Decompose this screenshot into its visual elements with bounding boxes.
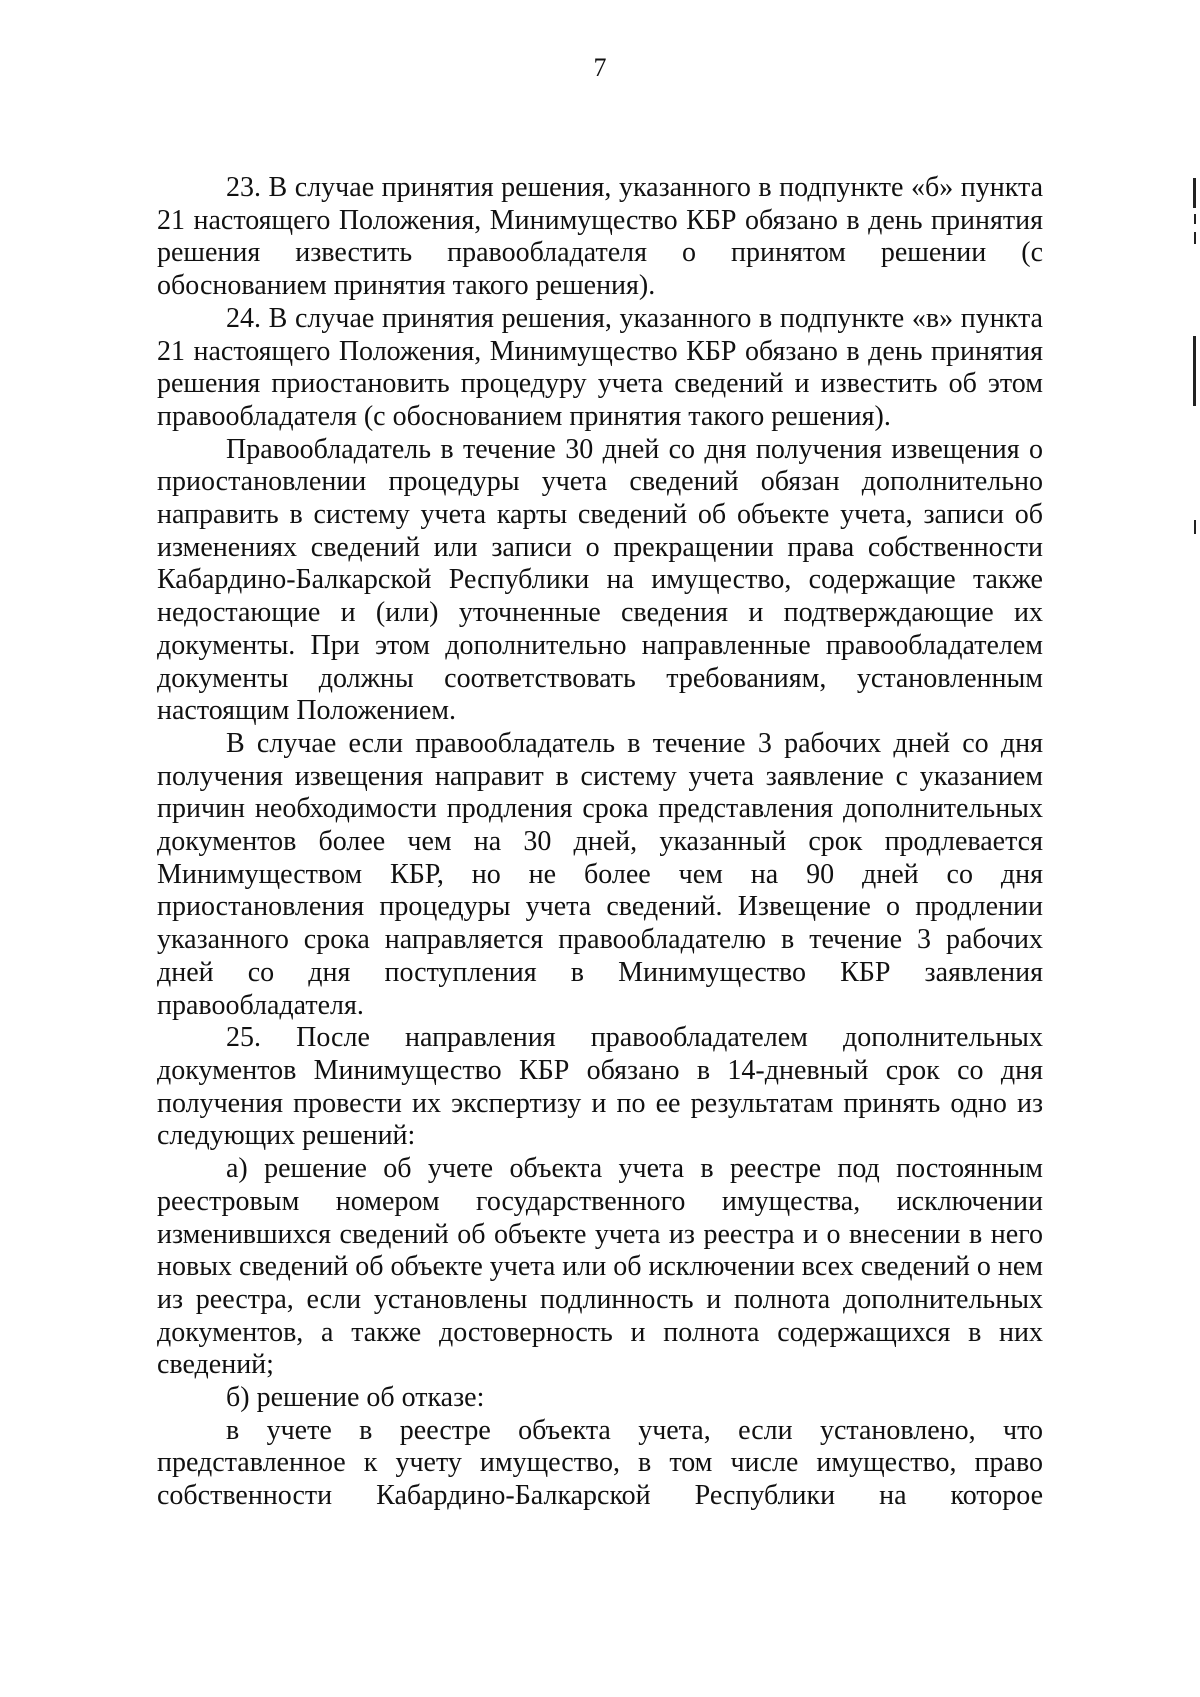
page-number: 7 (593, 53, 607, 82)
paragraph-25-item-b: б) решение об отказе: (226, 1382, 485, 1414)
scan-edge-mark (1194, 232, 1196, 244)
paragraph-24-suspension: Правообладатель в течение 30 дней со дня получения извещения о приостановлении процедуры учета сведений обязан дополнительно направить в систему учета карты сведений об объекте учета, записи об изменениях сведений или записи о прекращении права собственности Кабардино-Балкарской Республики на имущество, содержащие также недостающие и (или) уточненные сведения и подтверждающие их документы. При этом дополнительно направленные правообладателем документы должны соответствовать требованиям, установленным настоящим Положением. (157, 433, 1043, 727)
paragraph-25-item-a: а) решение об учете объекта учета в реестре под постоянным реестровым номером государственного имущества, исключении изменившихся сведений об объекте учета из реестра и о внесении в него новых сведений об объекте учета или об исключении всех сведений о нем из реестра, если установлены подлинность и полнота дополнительных документов, а также достоверность и полнота содержащихся в них сведений; (157, 1153, 1043, 1381)
scan-edge-mark (1193, 336, 1196, 406)
paragraph-25-item-b-refusal: в учете в реестре объекта учета, если установлено, что представленное к учету имущество, в том числе имущество, право собственности Кабардино-Балкарской Республики на которое (157, 1414, 1043, 1512)
paragraph-24: 24. В случае принятия решения, указанного в подпункте «в» пункта 21 настоящего Положения, Минимущество КБР обязано в день принятия решения приостановить процедуру учета сведений и известить об этом правообладателя (с обоснованием принятия такого решения). (157, 302, 1043, 432)
scan-edge-mark (1194, 214, 1196, 224)
scan-edge-mark (1194, 520, 1196, 534)
document-body (157, 172, 1043, 1513)
paragraph-23: 23. В случае принятия решения, указанного в подпункте «б» пункта 21 настоящего Положения, Минимущество КБР обязано в день принятия решения известить правообладателя о принятом решении (с обоснованием принятия такого решения). (157, 172, 1043, 302)
paragraph-25: 25. После направления правообладателем дополнительных документов Минимущество КБР обязано в 14-дневный срок со дня получения провести их экспертизу и по ее результатам принять одно из следующих решений: (157, 1022, 1043, 1152)
paragraph-24-extension: В случае если правообладатель в течение 3 рабочих дней со дня получения извещения направит в систему учета заявление с указанием причин необходимости продления срока представления дополнительных документов более чем на 30 дней, указанный срок продлевается Минимуществом КБР, но не более чем на 90 дней со дня приостановления процедуры учета сведений. Извещение о продлении указанного срока направляется правообладателю в течение 3 рабочих дней со дня поступления в Минимущество КБР заявления правообладателя. (157, 727, 1043, 1021)
scan-edge-mark (1193, 178, 1196, 208)
